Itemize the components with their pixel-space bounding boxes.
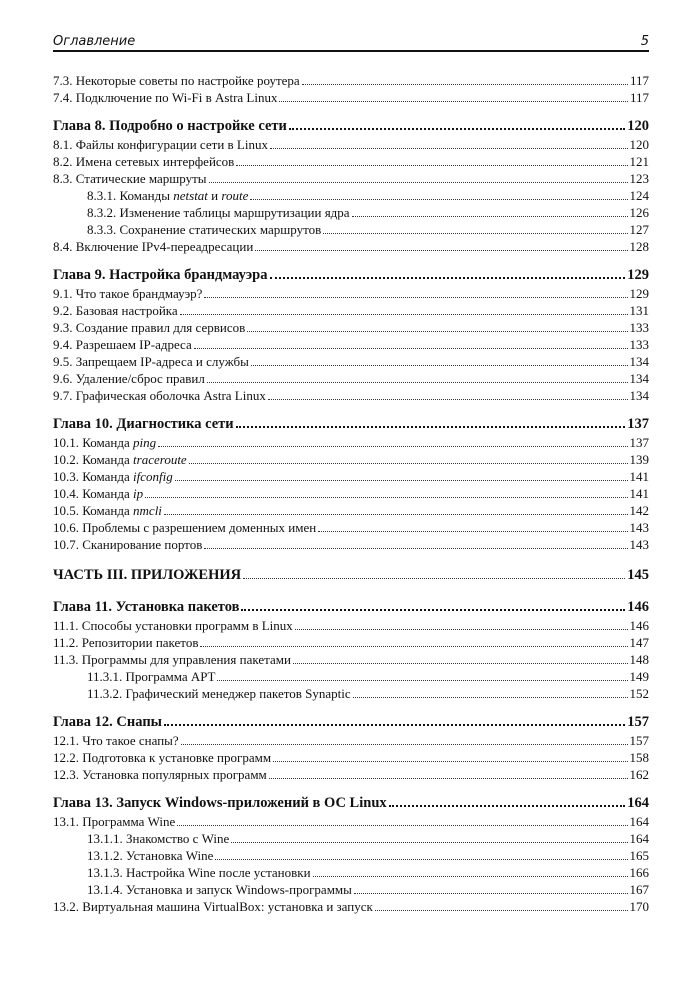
dot-leader	[353, 697, 628, 698]
dot-leader	[189, 463, 628, 464]
toc-entry-label: Глава 11. Установка пакетов	[53, 599, 240, 615]
toc-entry-label: 9.3. Создание правил для сервисов	[53, 320, 246, 335]
toc-entry-section[interactable]	[53, 536, 649, 553]
toc-entry-label: Глава 13. Запуск Windows-приложений в ОС Linux	[53, 795, 387, 811]
toc-entry-sub[interactable]	[53, 187, 649, 204]
toc-page-number: 129	[627, 267, 649, 283]
toc-page-number: 162	[629, 767, 649, 782]
toc-page-number: 120	[627, 118, 649, 134]
toc-page-number: 137	[629, 435, 649, 450]
dot-leader	[289, 128, 625, 130]
toc-entry-label: 7.3. Некоторые советы по настройке роутера	[53, 73, 300, 88]
dot-leader	[375, 910, 628, 911]
dot-leader	[247, 331, 627, 332]
toc-page-number: 146	[629, 618, 649, 633]
toc-entry-label: 9.1. Что такое брандмауэр?	[53, 286, 203, 301]
toc-entry-label: 8.1. Файлы конфигурации сети в Linux	[53, 137, 268, 152]
toc-page-number: 164	[629, 814, 649, 829]
toc-entry-section[interactable]	[53, 617, 649, 634]
toc-entry-label: 8.3.1. Команды netstat и route	[87, 188, 249, 203]
dot-leader	[241, 609, 625, 611]
toc-entry-section[interactable]	[53, 813, 649, 830]
toc-entry-section[interactable]	[53, 302, 649, 319]
toc-spacer	[53, 553, 649, 567]
dot-leader	[323, 233, 627, 234]
toc-entry-section[interactable]	[53, 468, 649, 485]
toc-entry-section[interactable]	[53, 451, 649, 468]
toc-page-number: 143	[629, 537, 649, 552]
dot-leader	[354, 893, 628, 894]
toc-page-number: 117	[629, 90, 649, 105]
toc-entry-label: 8.3. Статические маршруты	[53, 171, 207, 186]
dot-leader	[389, 805, 626, 807]
dot-leader	[215, 859, 627, 860]
toc-entry-label: 13.1.3. Настройка Wine после установки	[87, 865, 311, 880]
toc-entry-label: 13.1.1. Знакомство с Wine	[87, 831, 230, 846]
dot-leader	[243, 578, 625, 579]
toc-entry-section[interactable]	[53, 519, 649, 536]
toc-page-number: 127	[629, 222, 649, 237]
toc-page-number: 123	[629, 171, 649, 186]
table-of-contents	[53, 72, 649, 915]
toc-page-number: 133	[629, 337, 649, 352]
toc-entry-section[interactable]	[53, 319, 649, 336]
dot-leader	[270, 277, 626, 279]
toc-entry-label: 8.4. Включение IPv4-переадресации	[53, 239, 254, 254]
running-header	[53, 30, 649, 49]
toc-entry-label: 13.1.4. Установка и запуск Windows-программы	[87, 882, 352, 897]
toc-entry-label: 10.6. Проблемы с разрешением доменных имен	[53, 520, 317, 535]
dot-leader	[251, 365, 628, 366]
toc-page-number: 121	[629, 154, 649, 169]
toc-entry-label: 10.5. Команда nmcli	[53, 503, 162, 518]
toc-spacer	[53, 255, 649, 266]
toc-page-number: 143	[629, 520, 649, 535]
toc-entry-section[interactable]	[53, 634, 649, 651]
toc-entry-label: Глава 10. Диагностика сети	[53, 416, 234, 432]
toc-entry-sub[interactable]	[53, 204, 649, 221]
dot-leader	[255, 250, 627, 251]
toc-page-number: 126	[629, 205, 649, 220]
toc-page-number: 124	[629, 188, 649, 203]
dot-leader	[209, 182, 628, 183]
dot-leader	[204, 297, 627, 298]
toc-entry-section[interactable]	[53, 387, 649, 404]
toc-page-number: 117	[629, 73, 649, 88]
dot-leader	[231, 842, 627, 843]
toc-page-number: 157	[627, 714, 649, 730]
toc-entry-section[interactable]	[53, 353, 649, 370]
toc-entry-label: 12.2. Подготовка к установке программ	[53, 750, 272, 765]
toc-entry-label: 13.1. Программа Wine	[53, 814, 176, 829]
toc-entry-label: 10.3. Команда ifconfig	[53, 469, 173, 484]
toc-spacer	[53, 404, 649, 415]
dot-leader	[181, 744, 628, 745]
dot-leader	[204, 548, 627, 549]
toc-entry-section[interactable]	[53, 732, 649, 749]
toc-entry-sub[interactable]	[53, 847, 649, 864]
toc-page-number: 152	[629, 686, 649, 701]
toc-entry-label: 9.6. Удаление/сброс правил	[53, 371, 205, 386]
dot-leader	[200, 646, 627, 647]
toc-entry-sub[interactable]	[53, 668, 649, 685]
dot-leader	[270, 148, 628, 149]
toc-entry-label: 8.3.2. Изменение таблицы маршрутизации ядра	[87, 205, 350, 220]
toc-page-number: 157	[629, 733, 649, 748]
dot-leader	[269, 778, 628, 779]
toc-entry-label: 11.3. Программы для управления пакетами	[53, 652, 291, 667]
toc-page-number: 149	[629, 669, 649, 684]
toc-entry-label: Глава 9. Настройка брандмауэра	[53, 267, 268, 283]
toc-page-number: 147	[629, 635, 649, 650]
toc-page-number: 137	[627, 416, 649, 432]
toc-entry-part[interactable]	[53, 567, 649, 584]
toc-entry-label: 9.5. Запрещаем IP-адреса и службы	[53, 354, 249, 369]
toc-entry-sub[interactable]	[53, 685, 649, 702]
toc-entry-chapter[interactable]	[53, 415, 649, 434]
toc-entry-chapter[interactable]	[53, 117, 649, 136]
toc-page-number: 129	[629, 286, 649, 301]
toc-entry-section[interactable]	[53, 370, 649, 387]
dot-leader	[302, 84, 628, 85]
dot-leader	[175, 480, 628, 481]
toc-entry-label: 11.3.1. Программа APT	[87, 669, 216, 684]
toc-page-number: 141	[629, 486, 649, 501]
toc-entry-section[interactable]	[53, 136, 649, 153]
dot-leader	[352, 216, 628, 217]
dot-leader	[293, 663, 628, 664]
toc-entry-label: 10.2. Команда traceroute	[53, 452, 187, 467]
toc-entry-label: 11.2. Репозитории пакетов	[53, 635, 199, 650]
toc-entry-label: Глава 12. Снапы	[53, 714, 162, 730]
dot-leader	[236, 165, 627, 166]
toc-entry-chapter[interactable]	[53, 794, 649, 813]
dot-leader	[145, 497, 627, 498]
toc-page-number: 128	[629, 239, 649, 254]
toc-entry-label: 9.4. Разрешаем IP-адреса	[53, 337, 192, 352]
toc-entry-section[interactable]	[53, 336, 649, 353]
toc-entry-label: 12.3. Установка популярных программ	[53, 767, 267, 782]
toc-entry-section[interactable]	[53, 434, 649, 451]
toc-page-number: 134	[629, 388, 649, 403]
toc-entry-label: Глава 8. Подробно о настройке сети	[53, 118, 287, 134]
toc-entry-section[interactable]	[53, 89, 649, 106]
dot-leader	[164, 724, 625, 726]
toc-spacer	[53, 106, 649, 117]
toc-entry-chapter[interactable]	[53, 713, 649, 732]
toc-page-number: 131	[629, 303, 649, 318]
toc-entry-label: 9.7. Графическая оболочка Astra Linux	[53, 388, 266, 403]
toc-page-number: 139	[629, 452, 649, 467]
toc-spacer	[53, 584, 649, 598]
toc-page-number: 134	[629, 354, 649, 369]
toc-page-number: 164	[627, 795, 649, 811]
toc-entry-section[interactable]	[53, 285, 649, 302]
toc-page-number: 166	[629, 865, 649, 880]
toc-entry-sub[interactable]	[53, 221, 649, 238]
dot-leader	[194, 348, 628, 349]
dot-leader	[313, 876, 628, 877]
dot-leader	[236, 426, 626, 428]
toc-entry-sub[interactable]	[53, 864, 649, 881]
header-page-number: 5	[640, 34, 649, 49]
toc-entry-sub[interactable]	[53, 881, 649, 898]
toc-entry-chapter[interactable]	[53, 598, 649, 617]
toc-entry-label: 8.3.3. Сохранение статических маршрутов	[87, 222, 322, 237]
toc-entry-label: ЧАСТЬ III. ПРИЛОЖЕНИЯ	[53, 567, 242, 583]
dot-leader	[318, 531, 627, 532]
dot-leader	[207, 382, 628, 383]
dot-leader	[279, 101, 627, 102]
dot-leader	[295, 629, 628, 630]
toc-page	[53, 30, 649, 915]
toc-entry-section[interactable]	[53, 170, 649, 187]
toc-spacer	[53, 702, 649, 713]
toc-entry-label: 10.7. Сканирование портов	[53, 537, 203, 552]
header-rule	[53, 50, 649, 52]
dot-leader	[158, 446, 627, 447]
dot-leader	[273, 761, 627, 762]
dot-leader	[217, 680, 627, 681]
toc-entry-label: 10.1. Команда ping	[53, 435, 157, 450]
toc-entry-label: 7.4. Подключение по Wi-Fi в Astra Linux	[53, 90, 278, 105]
toc-page-number: 158	[629, 750, 649, 765]
toc-entry-label: 12.1. Что такое снапы?	[53, 733, 179, 748]
header-title: Оглавление	[53, 34, 136, 49]
toc-entry-section[interactable]	[53, 502, 649, 519]
toc-entry-sub[interactable]	[53, 830, 649, 847]
toc-entry-section[interactable]	[53, 651, 649, 668]
toc-entry-section[interactable]	[53, 766, 649, 783]
toc-page-number: 167	[629, 882, 649, 897]
toc-entry-section[interactable]	[53, 485, 649, 502]
toc-entry-section[interactable]	[53, 153, 649, 170]
dot-leader	[164, 514, 628, 515]
dot-leader	[250, 199, 627, 200]
toc-entry-chapter[interactable]	[53, 266, 649, 285]
dot-leader	[177, 825, 627, 826]
toc-page-number: 146	[627, 599, 649, 615]
toc-entry-label: 8.2. Имена сетевых интерфейсов	[53, 154, 235, 169]
toc-entry-label: 10.4. Команда ip	[53, 486, 144, 501]
toc-entry-section[interactable]	[53, 898, 649, 915]
dot-leader	[268, 399, 628, 400]
toc-page-number: 164	[629, 831, 649, 846]
toc-spacer	[53, 783, 649, 794]
toc-page-number: 142	[629, 503, 649, 518]
toc-page-number: 165	[629, 848, 649, 863]
toc-page-number: 170	[629, 899, 649, 914]
toc-page-number: 133	[629, 320, 649, 335]
toc-entry-section[interactable]	[53, 72, 649, 89]
toc-page-number: 120	[629, 137, 649, 152]
toc-page-number: 148	[629, 652, 649, 667]
toc-page-number: 134	[629, 371, 649, 386]
toc-entry-label: 11.1. Способы установки программ в Linux	[53, 618, 293, 633]
toc-entry-label: 13.1.2. Установка Wine	[87, 848, 214, 863]
toc-entry-section[interactable]	[53, 238, 649, 255]
toc-entry-label: 11.3.2. Графический менеджер пакетов Synaptic	[87, 686, 351, 701]
toc-entry-label: 9.2. Базовая настройка	[53, 303, 178, 318]
toc-page-number: 141	[629, 469, 649, 484]
dot-leader	[180, 314, 628, 315]
toc-page-number: 145	[627, 567, 649, 583]
toc-entry-label: 13.2. Виртуальная машина VirtualBox: установка и запуск	[53, 899, 373, 914]
toc-entry-section[interactable]	[53, 749, 649, 766]
